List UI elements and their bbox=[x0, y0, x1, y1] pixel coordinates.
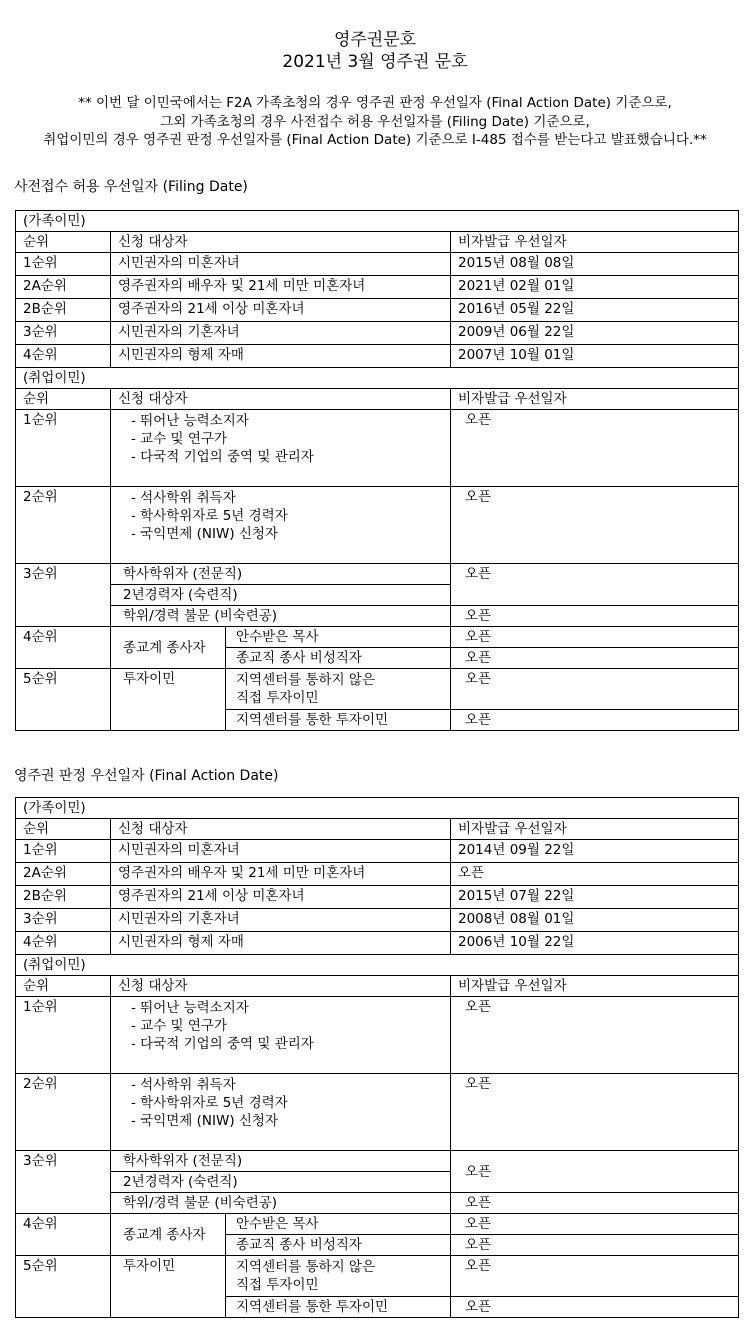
applicant-cell: 시민권자의 기혼자녀 bbox=[111, 909, 451, 932]
applicant-list bbox=[111, 487, 451, 564]
date-cell: 오픈 bbox=[451, 1297, 739, 1318]
applicant-line: 직접 투자이민 bbox=[236, 1277, 319, 1293]
rank-cell: 3순위 bbox=[16, 322, 111, 345]
rank-cell: 1순위 bbox=[16, 253, 111, 276]
table-row bbox=[16, 606, 739, 627]
rank-cell: 4순위 bbox=[16, 627, 111, 669]
rank-cell: 2A순위 bbox=[16, 276, 111, 299]
list-item: - 학사학위자로 5년 경력자 bbox=[131, 1095, 288, 1111]
rank-cell: 5순위 bbox=[16, 1256, 111, 1318]
date-cell: 2008년 08월 01일 bbox=[451, 909, 739, 932]
date-cell: 오픈 bbox=[451, 648, 739, 669]
applicant-cell: 종교직 종사 비성직자 bbox=[226, 1235, 451, 1256]
table-row bbox=[16, 253, 739, 276]
rank-cell: 3순위 bbox=[16, 909, 111, 932]
list-item: - 다국적 기업의 중역 및 관리자 bbox=[131, 1036, 314, 1052]
table-row bbox=[16, 1074, 739, 1151]
applicant-cell: 안수받은 목사 bbox=[226, 1214, 451, 1235]
applicant-cell: 시민권자의 형제 자매 bbox=[111, 932, 451, 955]
rank-cell: 4순위 bbox=[16, 932, 111, 955]
table-row bbox=[16, 997, 739, 1074]
applicant-cell: 학사학위자 (전문직) bbox=[111, 564, 451, 585]
date-cell: 2009년 06월 22일 bbox=[451, 322, 739, 345]
section-heading-final-action: 영주권 판정 우선일자 (Final Action Date) bbox=[14, 768, 279, 784]
rank-cell: 2순위 bbox=[16, 487, 111, 564]
page-subtitle: 2021년 3월 영주권 문호 bbox=[282, 52, 468, 72]
rank-cell: 2B순위 bbox=[16, 299, 111, 322]
col-header-date: 비자발급 우선일자 bbox=[451, 232, 739, 253]
date-cell: 오픈 bbox=[451, 410, 739, 487]
col-header-applicant: 신청 대상자 bbox=[111, 232, 451, 253]
table-row bbox=[16, 410, 739, 487]
applicant-cell: 영주권자의 21세 이상 미혼자녀 bbox=[111, 299, 451, 322]
date-cell: 오픈 bbox=[451, 669, 739, 710]
applicant-cell: 영주권자의 배우자 및 21세 미만 미혼자녀 bbox=[111, 863, 451, 886]
page-title: 영주권문호 bbox=[333, 30, 417, 50]
date-cell: 오픈 bbox=[451, 606, 739, 627]
rank-cell: 5순위 bbox=[16, 669, 111, 731]
table-row bbox=[16, 669, 739, 710]
col-header-applicant: 신청 대상자 bbox=[111, 976, 451, 997]
applicant-line: 직접 투자이민 bbox=[236, 690, 319, 706]
applicant-cell bbox=[226, 1256, 451, 1297]
date-cell: 오픈 bbox=[451, 627, 739, 648]
col-header-rank: 순위 bbox=[16, 819, 111, 840]
date-cell: 오픈 bbox=[451, 997, 739, 1074]
employment-group-label: (취업이민) bbox=[16, 955, 739, 976]
date-cell: 2021년 02월 01일 bbox=[451, 276, 739, 299]
col-header-rank: 순위 bbox=[16, 232, 111, 253]
list-item: - 국익면제 (NIW) 신청자 bbox=[131, 526, 278, 542]
applicant-cell: 영주권자의 21세 이상 미혼자녀 bbox=[111, 886, 451, 909]
col-header-date: 비자발급 우선일자 bbox=[451, 819, 739, 840]
date-cell: 2015년 07월 22일 bbox=[451, 886, 739, 909]
applicant-cell: 지역센터를 통한 투자이민 bbox=[226, 710, 451, 731]
notice-line: 취업이민의 경우 영주권 판정 우선일자를 (Final Action Date) 기준으로 I-485 접수를 받는다고 발표했습니다.** bbox=[43, 132, 707, 148]
table-row bbox=[16, 1193, 739, 1214]
list-item: - 다국적 기업의 중역 및 관리자 bbox=[131, 449, 314, 465]
applicant-cell: 종교직 종사 비성직자 bbox=[226, 648, 451, 669]
list-item: - 석사학위 취득자 bbox=[131, 490, 236, 506]
applicant-cell: 학위/경력 불문 (비숙련공) bbox=[111, 606, 451, 627]
table-row bbox=[16, 322, 739, 345]
applicant-cell: 시민권자의 형제 자매 bbox=[111, 345, 451, 368]
rank-cell: 1순위 bbox=[16, 410, 111, 487]
table-row bbox=[16, 627, 739, 648]
col-header-applicant: 신청 대상자 bbox=[111, 819, 451, 840]
employment-group-label: (취업이민) bbox=[16, 368, 739, 389]
applicant-cell: 시민권자의 미혼자녀 bbox=[111, 840, 451, 863]
table-row bbox=[16, 299, 739, 322]
col-header-rank: 순위 bbox=[16, 389, 111, 410]
applicant-cell: 학위/경력 불문 (비숙련공) bbox=[111, 1193, 451, 1214]
col-header-applicant: 신청 대상자 bbox=[111, 389, 451, 410]
date-cell: 오픈 bbox=[451, 1151, 739, 1193]
rank-cell: 1순위 bbox=[16, 840, 111, 863]
list-item: - 석사학위 취득자 bbox=[131, 1077, 236, 1093]
date-cell: 2006년 10월 22일 bbox=[451, 932, 739, 955]
final-action-date-table bbox=[15, 797, 739, 1318]
group-cell: 투자이민 bbox=[111, 669, 226, 731]
date-cell: 오픈 bbox=[451, 710, 739, 731]
notice-line: 그외 가족초청의 경우 사전접수 허용 우선일자를 (Filing Date) 기준으로, bbox=[160, 113, 590, 130]
date-cell: 2014년 09월 22일 bbox=[451, 840, 739, 863]
applicant-line: 지역센터를 통하지 않은 bbox=[236, 672, 375, 688]
rank-cell: 2순위 bbox=[16, 1074, 111, 1151]
date-cell: 2007년 10월 01일 bbox=[451, 345, 739, 368]
table-row bbox=[16, 345, 739, 368]
applicant-list bbox=[111, 997, 451, 1074]
date-cell: 2015년 08월 08일 bbox=[451, 253, 739, 276]
table-row bbox=[16, 840, 739, 863]
list-item: - 뛰어난 능력소지자 bbox=[131, 1000, 249, 1016]
date-cell: 오픈 bbox=[451, 1214, 739, 1235]
applicant-cell: 영주권자의 배우자 및 21세 미만 미혼자녀 bbox=[111, 276, 451, 299]
rank-cell: 3순위 bbox=[16, 564, 111, 627]
table-row bbox=[16, 932, 739, 955]
date-cell: 2016년 05월 22일 bbox=[451, 299, 739, 322]
family-group-label: (가족이민) bbox=[16, 211, 739, 232]
date-cell: 오픈 bbox=[451, 1074, 739, 1151]
section-heading-filing: 사전접수 허용 우선일자 (Filing Date) bbox=[14, 179, 248, 195]
date-cell: 오픈 bbox=[451, 1235, 739, 1256]
applicant-cell bbox=[226, 669, 451, 710]
applicant-list bbox=[111, 410, 451, 487]
table-row bbox=[16, 886, 739, 909]
family-group-label: (가족이민) bbox=[16, 798, 739, 819]
rank-cell: 1순위 bbox=[16, 997, 111, 1074]
applicant-cell: 시민권자의 미혼자녀 bbox=[111, 253, 451, 276]
date-cell: 오픈 bbox=[451, 1193, 739, 1214]
list-item: - 학사학위자로 5년 경력자 bbox=[131, 508, 288, 524]
applicant-cell: 안수받은 목사 bbox=[226, 627, 451, 648]
applicant-list bbox=[111, 1074, 451, 1151]
date-cell: 오픈 bbox=[451, 564, 739, 606]
group-cell: 종교계 종사자 bbox=[111, 1214, 226, 1256]
table-row bbox=[16, 1214, 739, 1235]
applicant-cell: 2년경력자 (숙련직) bbox=[111, 1172, 451, 1193]
rank-cell: 2B순위 bbox=[16, 886, 111, 909]
date-cell: 오픈 bbox=[451, 863, 739, 886]
table-row bbox=[16, 1256, 739, 1297]
table-row bbox=[16, 276, 739, 299]
list-item: - 국익면제 (NIW) 신청자 bbox=[131, 1113, 278, 1129]
col-header-date: 비자발급 우선일자 bbox=[451, 389, 739, 410]
group-cell: 투자이민 bbox=[111, 1256, 226, 1318]
applicant-cell: 시민권자의 기혼자녀 bbox=[111, 322, 451, 345]
group-cell: 종교계 종사자 bbox=[111, 627, 226, 669]
col-header-rank: 순위 bbox=[16, 976, 111, 997]
rank-cell: 2A순위 bbox=[16, 863, 111, 886]
table-row bbox=[16, 487, 739, 564]
list-item: - 교수 및 연구가 bbox=[131, 431, 227, 447]
rank-cell: 4순위 bbox=[16, 1214, 111, 1256]
filing-date-table bbox=[15, 210, 739, 731]
table-row bbox=[16, 863, 739, 886]
notice bbox=[0, 94, 750, 150]
col-header-date: 비자발급 우선일자 bbox=[451, 976, 739, 997]
list-item: - 뛰어난 능력소지자 bbox=[131, 413, 249, 429]
table-row bbox=[16, 564, 739, 585]
notice-line: ** 이번 달 이민국에서는 F2A 가족초청의 경우 영주권 판정 우선일자 (Final Action Date) 기준으로, bbox=[78, 95, 672, 111]
rank-cell: 3순위 bbox=[16, 1151, 111, 1214]
applicant-line: 지역센터를 통하지 않은 bbox=[236, 1259, 375, 1275]
date-cell: 오픈 bbox=[451, 1256, 739, 1297]
applicant-cell: 학사학위자 (전문직) bbox=[111, 1151, 451, 1172]
rank-cell: 4순위 bbox=[16, 345, 111, 368]
list-item: - 교수 및 연구가 bbox=[131, 1018, 227, 1034]
table-row bbox=[16, 909, 739, 932]
table-row bbox=[16, 1151, 739, 1172]
date-cell: 오픈 bbox=[451, 487, 739, 564]
applicant-cell: 2년경력자 (숙련직) bbox=[111, 585, 451, 606]
applicant-cell: 지역센터를 통한 투자이민 bbox=[226, 1297, 451, 1318]
